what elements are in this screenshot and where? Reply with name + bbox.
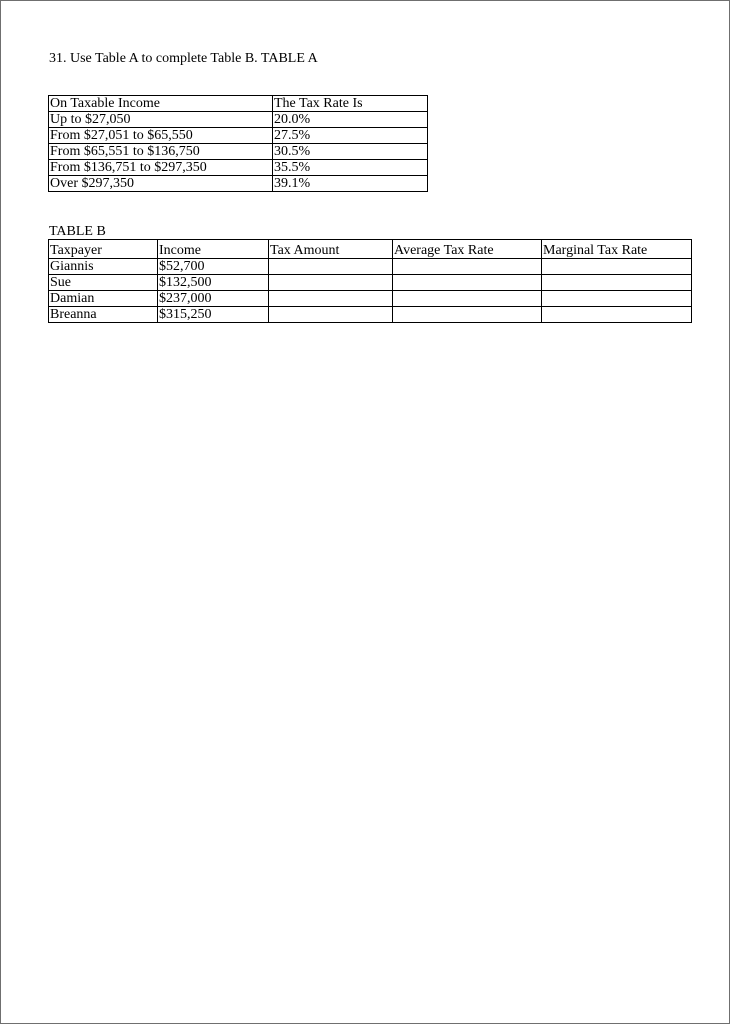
table-a-header-row: [49, 96, 428, 112]
table-a-rate-cell: 30.5%: [273, 144, 428, 160]
table-b-header-tax-amount: Tax Amount: [269, 240, 393, 259]
table-a-rate-cell: 20.0%: [273, 112, 428, 128]
table-b-taxpayer-cell: Breanna: [49, 307, 158, 323]
table-b-header-average-tax-rate: Average Tax Rate: [393, 240, 542, 259]
table-a-income-cell: From $136,751 to $297,350: [49, 160, 273, 176]
table-b-marginal-rate-cell[interactable]: [542, 259, 692, 275]
table-b-income-cell: $237,000: [158, 291, 269, 307]
table-a-rate-cell: 39.1%: [273, 176, 428, 192]
table-b-header-row: [49, 240, 692, 259]
table-row: [49, 128, 428, 144]
table-b-header-taxpayer: Taxpayer: [49, 240, 158, 259]
table-a: [48, 95, 428, 192]
table-b-average-rate-cell[interactable]: [393, 291, 542, 307]
table-b-tax-amount-cell[interactable]: [269, 275, 393, 291]
table-row: [49, 307, 692, 323]
table-a-rate-cell: 27.5%: [273, 128, 428, 144]
table-row: [49, 144, 428, 160]
table-a-income-cell: From $65,551 to $136,750: [49, 144, 273, 160]
table-b-taxpayer-cell: Giannis: [49, 259, 158, 275]
table-b-income-cell: $132,500: [158, 275, 269, 291]
table-a-income-cell: From $27,051 to $65,550: [49, 128, 273, 144]
table-a-income-cell: Over $297,350: [49, 176, 273, 192]
table-a-header-income: On Taxable Income: [49, 96, 273, 112]
table-row: [49, 160, 428, 176]
table-b-marginal-rate-cell[interactable]: [542, 275, 692, 291]
table-b-tax-amount-cell[interactable]: [269, 307, 393, 323]
table-b-average-rate-cell[interactable]: [393, 307, 542, 323]
table-a-rate-cell: 35.5%: [273, 160, 428, 176]
table-b-income-cell: $52,700: [158, 259, 269, 275]
question-text: 31. Use Table A to complete Table B. TABLE A: [49, 51, 318, 66]
table-row: [49, 112, 428, 128]
table-b-average-rate-cell[interactable]: [393, 259, 542, 275]
table-b-income-cell: $315,250: [158, 307, 269, 323]
table-b-title: TABLE B: [49, 224, 106, 239]
table-b-taxpayer-cell: Sue: [49, 275, 158, 291]
table-b-header-marginal-tax-rate: Marginal Tax Rate: [542, 240, 692, 259]
table-b-marginal-rate-cell[interactable]: [542, 291, 692, 307]
table-row: [49, 176, 428, 192]
table-row: [49, 291, 692, 307]
table-b-tax-amount-cell[interactable]: [269, 259, 393, 275]
table-b-tax-amount-cell[interactable]: [269, 291, 393, 307]
table-a-header-rate: The Tax Rate Is: [273, 96, 428, 112]
table-a-income-cell: Up to $27,050: [49, 112, 273, 128]
table-row: [49, 259, 692, 275]
table-b-taxpayer-cell: Damian: [49, 291, 158, 307]
table-row: [49, 275, 692, 291]
table-b-average-rate-cell[interactable]: [393, 275, 542, 291]
table-b: [48, 239, 692, 323]
table-b-marginal-rate-cell[interactable]: [542, 307, 692, 323]
table-b-header-income: Income: [158, 240, 269, 259]
